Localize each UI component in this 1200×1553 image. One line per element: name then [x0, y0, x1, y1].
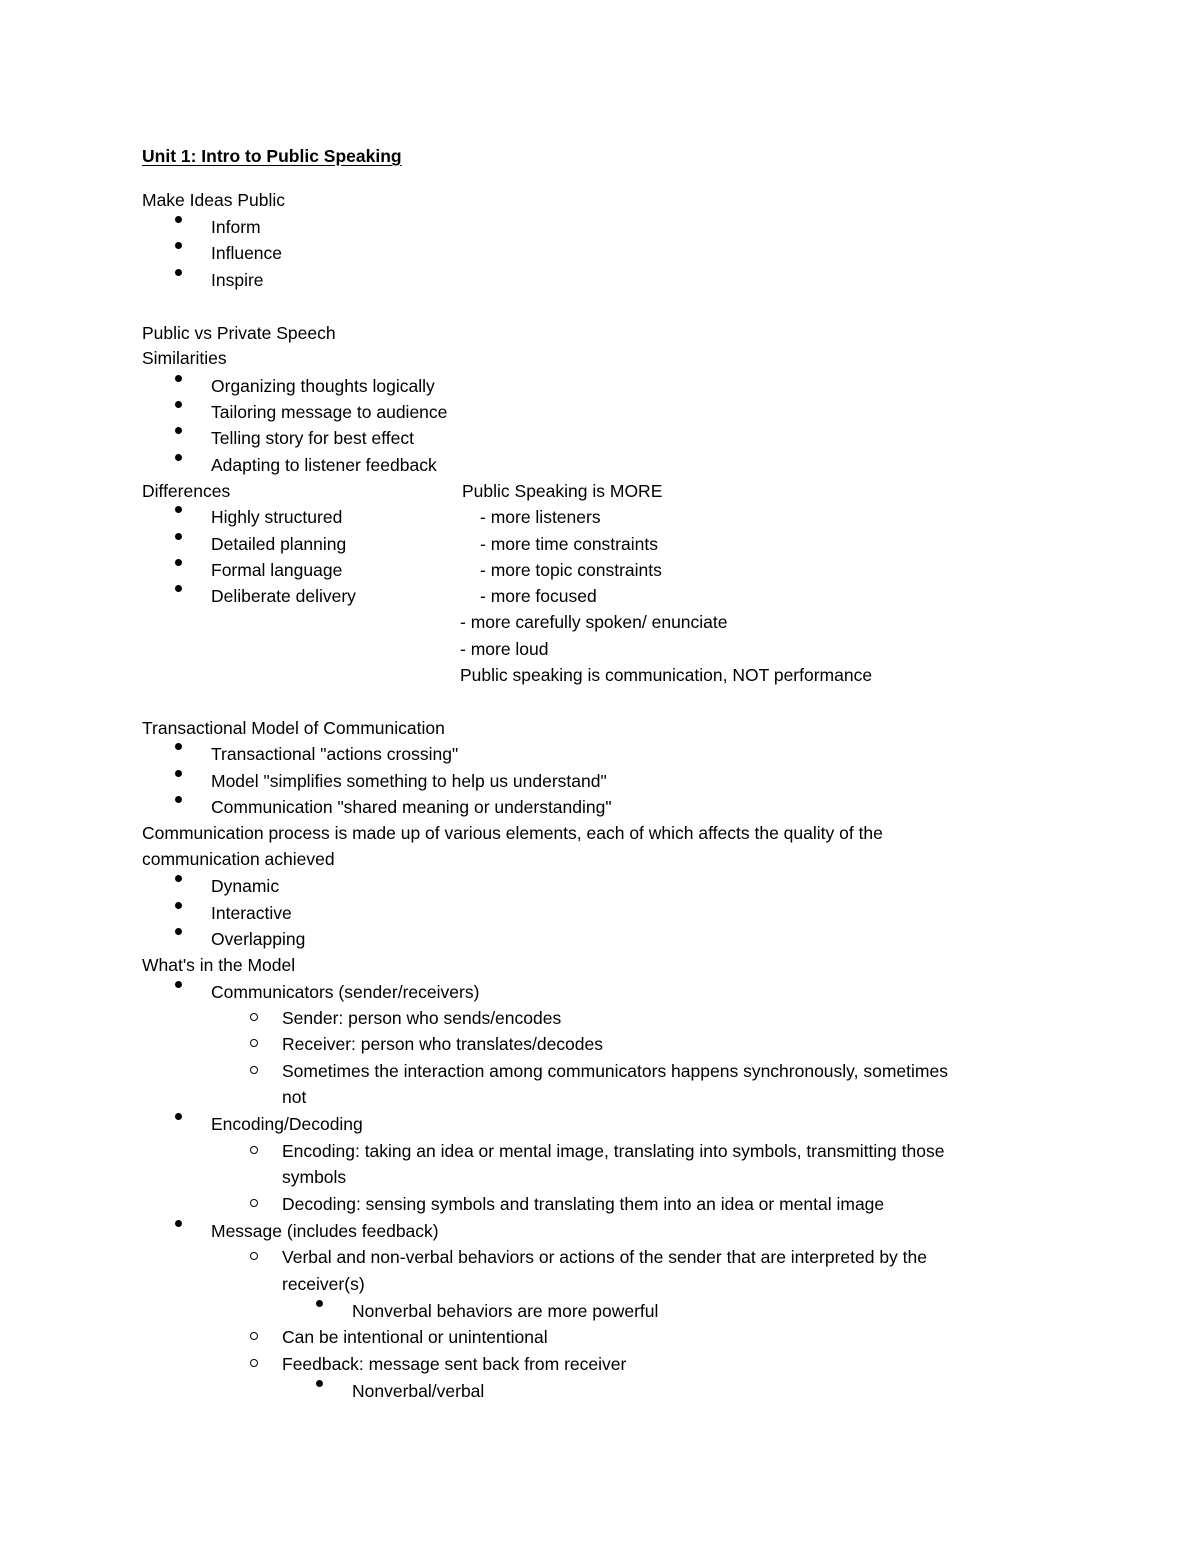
bullet-icon	[175, 454, 182, 461]
circle-bullet-icon	[250, 1146, 258, 1154]
circle-bullet-icon	[250, 1066, 258, 1074]
list-item: Nonverbal behaviors are more powerful	[352, 1301, 659, 1321]
bullet-icon	[175, 427, 182, 434]
list-item: Formal language	[211, 560, 343, 580]
section-heading-model: What's in the Model	[142, 955, 296, 975]
list-item: Inspire	[211, 270, 264, 290]
list-item: - more topic constraints	[480, 560, 662, 580]
list-item: Overlapping	[211, 929, 306, 949]
circle-bullet-icon	[250, 1013, 258, 1021]
bullet-icon	[175, 269, 182, 276]
circle-bullet-icon	[250, 1332, 258, 1340]
list-item: Tailoring message to audience	[211, 402, 448, 422]
circle-bullet-icon	[250, 1199, 258, 1207]
bullet-icon	[316, 1300, 323, 1307]
list-item: Verbal and non-verbal behaviors or actions of the sender that are interpreted by the	[282, 1247, 927, 1267]
bullet-icon	[175, 216, 182, 223]
bullet-icon	[175, 875, 182, 882]
bullet-icon	[175, 401, 182, 408]
subheading-similarities: Similarities	[142, 348, 227, 368]
list-item: - more listeners	[480, 507, 601, 527]
list-item: Sometimes the interaction among communicators happens synchronously, sometimes	[282, 1061, 948, 1081]
list-item: Nonverbal/verbal	[352, 1381, 485, 1401]
conclusion-line: Public speaking is communication, NOT performance	[460, 665, 873, 685]
list-item: Communicators (sender/receivers)	[211, 982, 480, 1002]
bullet-icon	[175, 375, 182, 382]
list-item: Encoding: taking an idea or mental image, translating into symbols, transmitting those	[282, 1141, 945, 1161]
bullet-icon	[175, 743, 182, 750]
bullet-icon	[175, 902, 182, 909]
bullet-icon	[175, 928, 182, 935]
list-item-continuation: symbols	[282, 1167, 347, 1187]
subheading-differences: Differences	[142, 481, 231, 501]
section-heading-public-private: Public vs Private Speech	[142, 323, 336, 343]
circle-bullet-icon	[250, 1252, 258, 1260]
list-item: Dynamic	[211, 876, 280, 896]
bullet-icon	[316, 1380, 323, 1387]
section-heading-make-ideas: Make Ideas Public	[142, 190, 285, 210]
circle-bullet-icon	[250, 1039, 258, 1047]
section-heading-transactional: Transactional Model of Communication	[142, 718, 445, 738]
list-item: Highly structured	[211, 507, 343, 527]
list-item: Can be intentional or unintentional	[282, 1327, 548, 1347]
list-item: - more loud	[460, 639, 549, 659]
list-item: Telling story for best effect	[211, 428, 414, 448]
list-item: Inform	[211, 217, 261, 237]
list-item: Adapting to listener feedback	[211, 455, 437, 475]
list-item: - more focused	[480, 586, 597, 606]
list-item: Sender: person who sends/encodes	[282, 1008, 562, 1028]
list-item: Transactional "actions crossing"	[211, 744, 459, 764]
list-item-continuation: not	[282, 1087, 307, 1107]
bullet-icon	[175, 533, 182, 540]
bullet-icon	[175, 506, 182, 513]
list-item: - more carefully spoken/ enunciate	[460, 612, 728, 632]
list-item: Feedback: message sent back from receiver	[282, 1354, 627, 1374]
paragraph-line: communication achieved	[142, 849, 335, 869]
subheading-public-speaking-more: Public Speaking is MORE	[462, 481, 663, 501]
list-item: Interactive	[211, 903, 292, 923]
bullet-icon	[175, 585, 182, 592]
page-title: Unit 1: Intro to Public Speaking	[142, 146, 402, 166]
bullet-icon	[175, 796, 182, 803]
bullet-icon	[175, 242, 182, 249]
list-item: Communication "shared meaning or understanding"	[211, 797, 612, 817]
list-item: - more time constraints	[480, 534, 658, 554]
list-item: Organizing thoughts logically	[211, 376, 435, 396]
bullet-icon	[175, 770, 182, 777]
list-item: Receiver: person who translates/decodes	[282, 1034, 604, 1054]
bullet-icon	[175, 559, 182, 566]
list-item: Model "simplifies something to help us understand"	[211, 771, 607, 791]
list-item: Encoding/Decoding	[211, 1114, 363, 1134]
circle-bullet-icon	[250, 1359, 258, 1367]
list-item: Detailed planning	[211, 534, 347, 554]
paragraph-line: Communication process is made up of various elements, each of which affects the quality of the	[142, 823, 883, 843]
list-item-continuation: receiver(s)	[282, 1274, 365, 1294]
bullet-icon	[175, 1113, 182, 1120]
bullet-icon	[175, 1220, 182, 1227]
bullet-icon	[175, 981, 182, 988]
list-item: Influence	[211, 243, 283, 263]
list-item: Message (includes feedback)	[211, 1221, 439, 1241]
list-item: Decoding: sensing symbols and translating them into an idea or mental image	[282, 1194, 885, 1214]
list-item: Deliberate delivery	[211, 586, 356, 606]
